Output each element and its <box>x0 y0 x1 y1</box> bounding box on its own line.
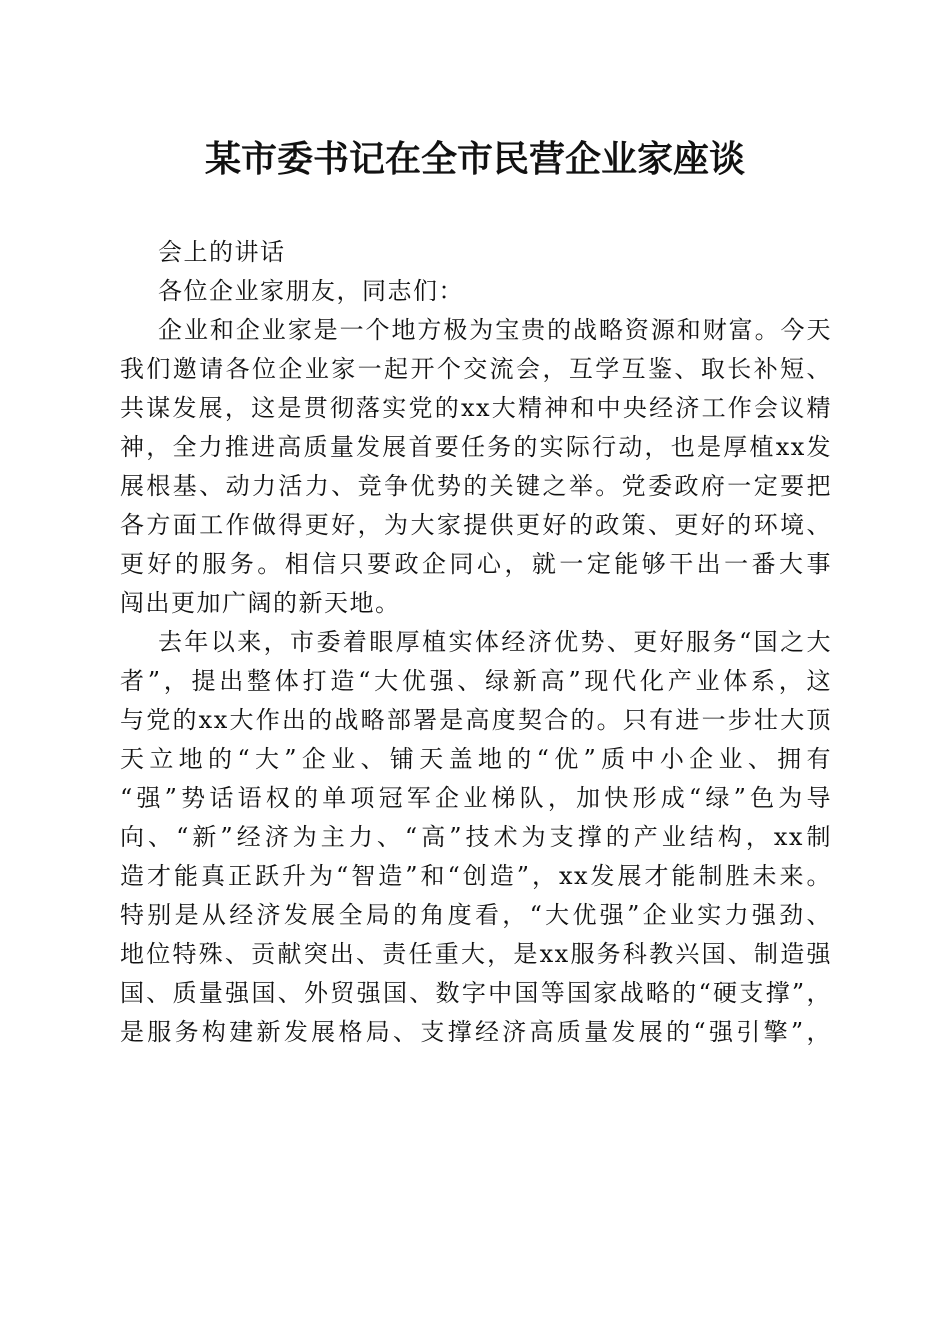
body-line: 天立地的“大”企业、铺天盖地的“优”质中小企业、拥有 <box>120 745 832 773</box>
body-line: 更好的服务。相信只要政企同心，就一定能够干出一番大事 <box>120 550 832 578</box>
body-line: 各方面工作做得更好，为大家提供更好的政策、更好的环境、 <box>120 511 832 539</box>
body-line: 会上的讲话 <box>158 238 286 266</box>
body-line: 企业和企业家是一个地方极为宝贵的战略资源和财富。今天 <box>158 316 832 344</box>
body-line: 各位企业家朋友，同志们： <box>158 277 464 305</box>
body-line: 与党的xx大作出的战略部署是高度契合的。只有进一步壮大顶 <box>120 706 832 734</box>
body-line: 共谋发展，这是贯彻落实党的xx大精神和中央经济工作会议精 <box>120 394 832 422</box>
body-line: 地位特殊、贡献突出、责任重大，是xx服务科教兴国、制造强 <box>120 940 832 968</box>
document-title: 某市委书记在全市民营企业家座谈 <box>204 138 745 180</box>
body-line: 国、质量强国、外贸强国、数字中国等国家战略的“硬支撑”， <box>120 979 832 1007</box>
body-line: 造才能真正跃升为“智造”和“创造”，xx发展才能制胜未来。 <box>120 862 832 890</box>
body-line: 去年以来，市委着眼厚植实体经济优势、更好服务“国之大 <box>158 628 832 656</box>
body-line: 我们邀请各位企业家一起开个交流会，互学互鉴、取长补短、 <box>120 355 832 383</box>
body-line: 向、“新”经济为主力、“高”技术为支撑的产业结构，xx制 <box>120 823 832 851</box>
body-line: 特别是从经济发展全局的角度看，“大优强”企业实力强劲、 <box>120 901 832 929</box>
body-line: 展根基、动力活力、竞争优势的关键之举。党委政府一定要把 <box>120 472 832 500</box>
body-line: 者”，提出整体打造“大优强、绿新高”现代化产业体系，这 <box>120 667 832 695</box>
body-line: 闯出更加广阔的新天地。 <box>120 589 401 617</box>
body-line: 神，全力推进高质量发展首要任务的实际行动，也是厚植xx发 <box>120 433 832 461</box>
body-line: 是服务构建新发展格局、支撑经济高质量发展的“强引擎”， <box>120 1018 832 1046</box>
document-body <box>120 233 832 1052</box>
body-line: “强”势话语权的单项冠军企业梯队，加快形成“绿”色为导 <box>120 784 832 812</box>
